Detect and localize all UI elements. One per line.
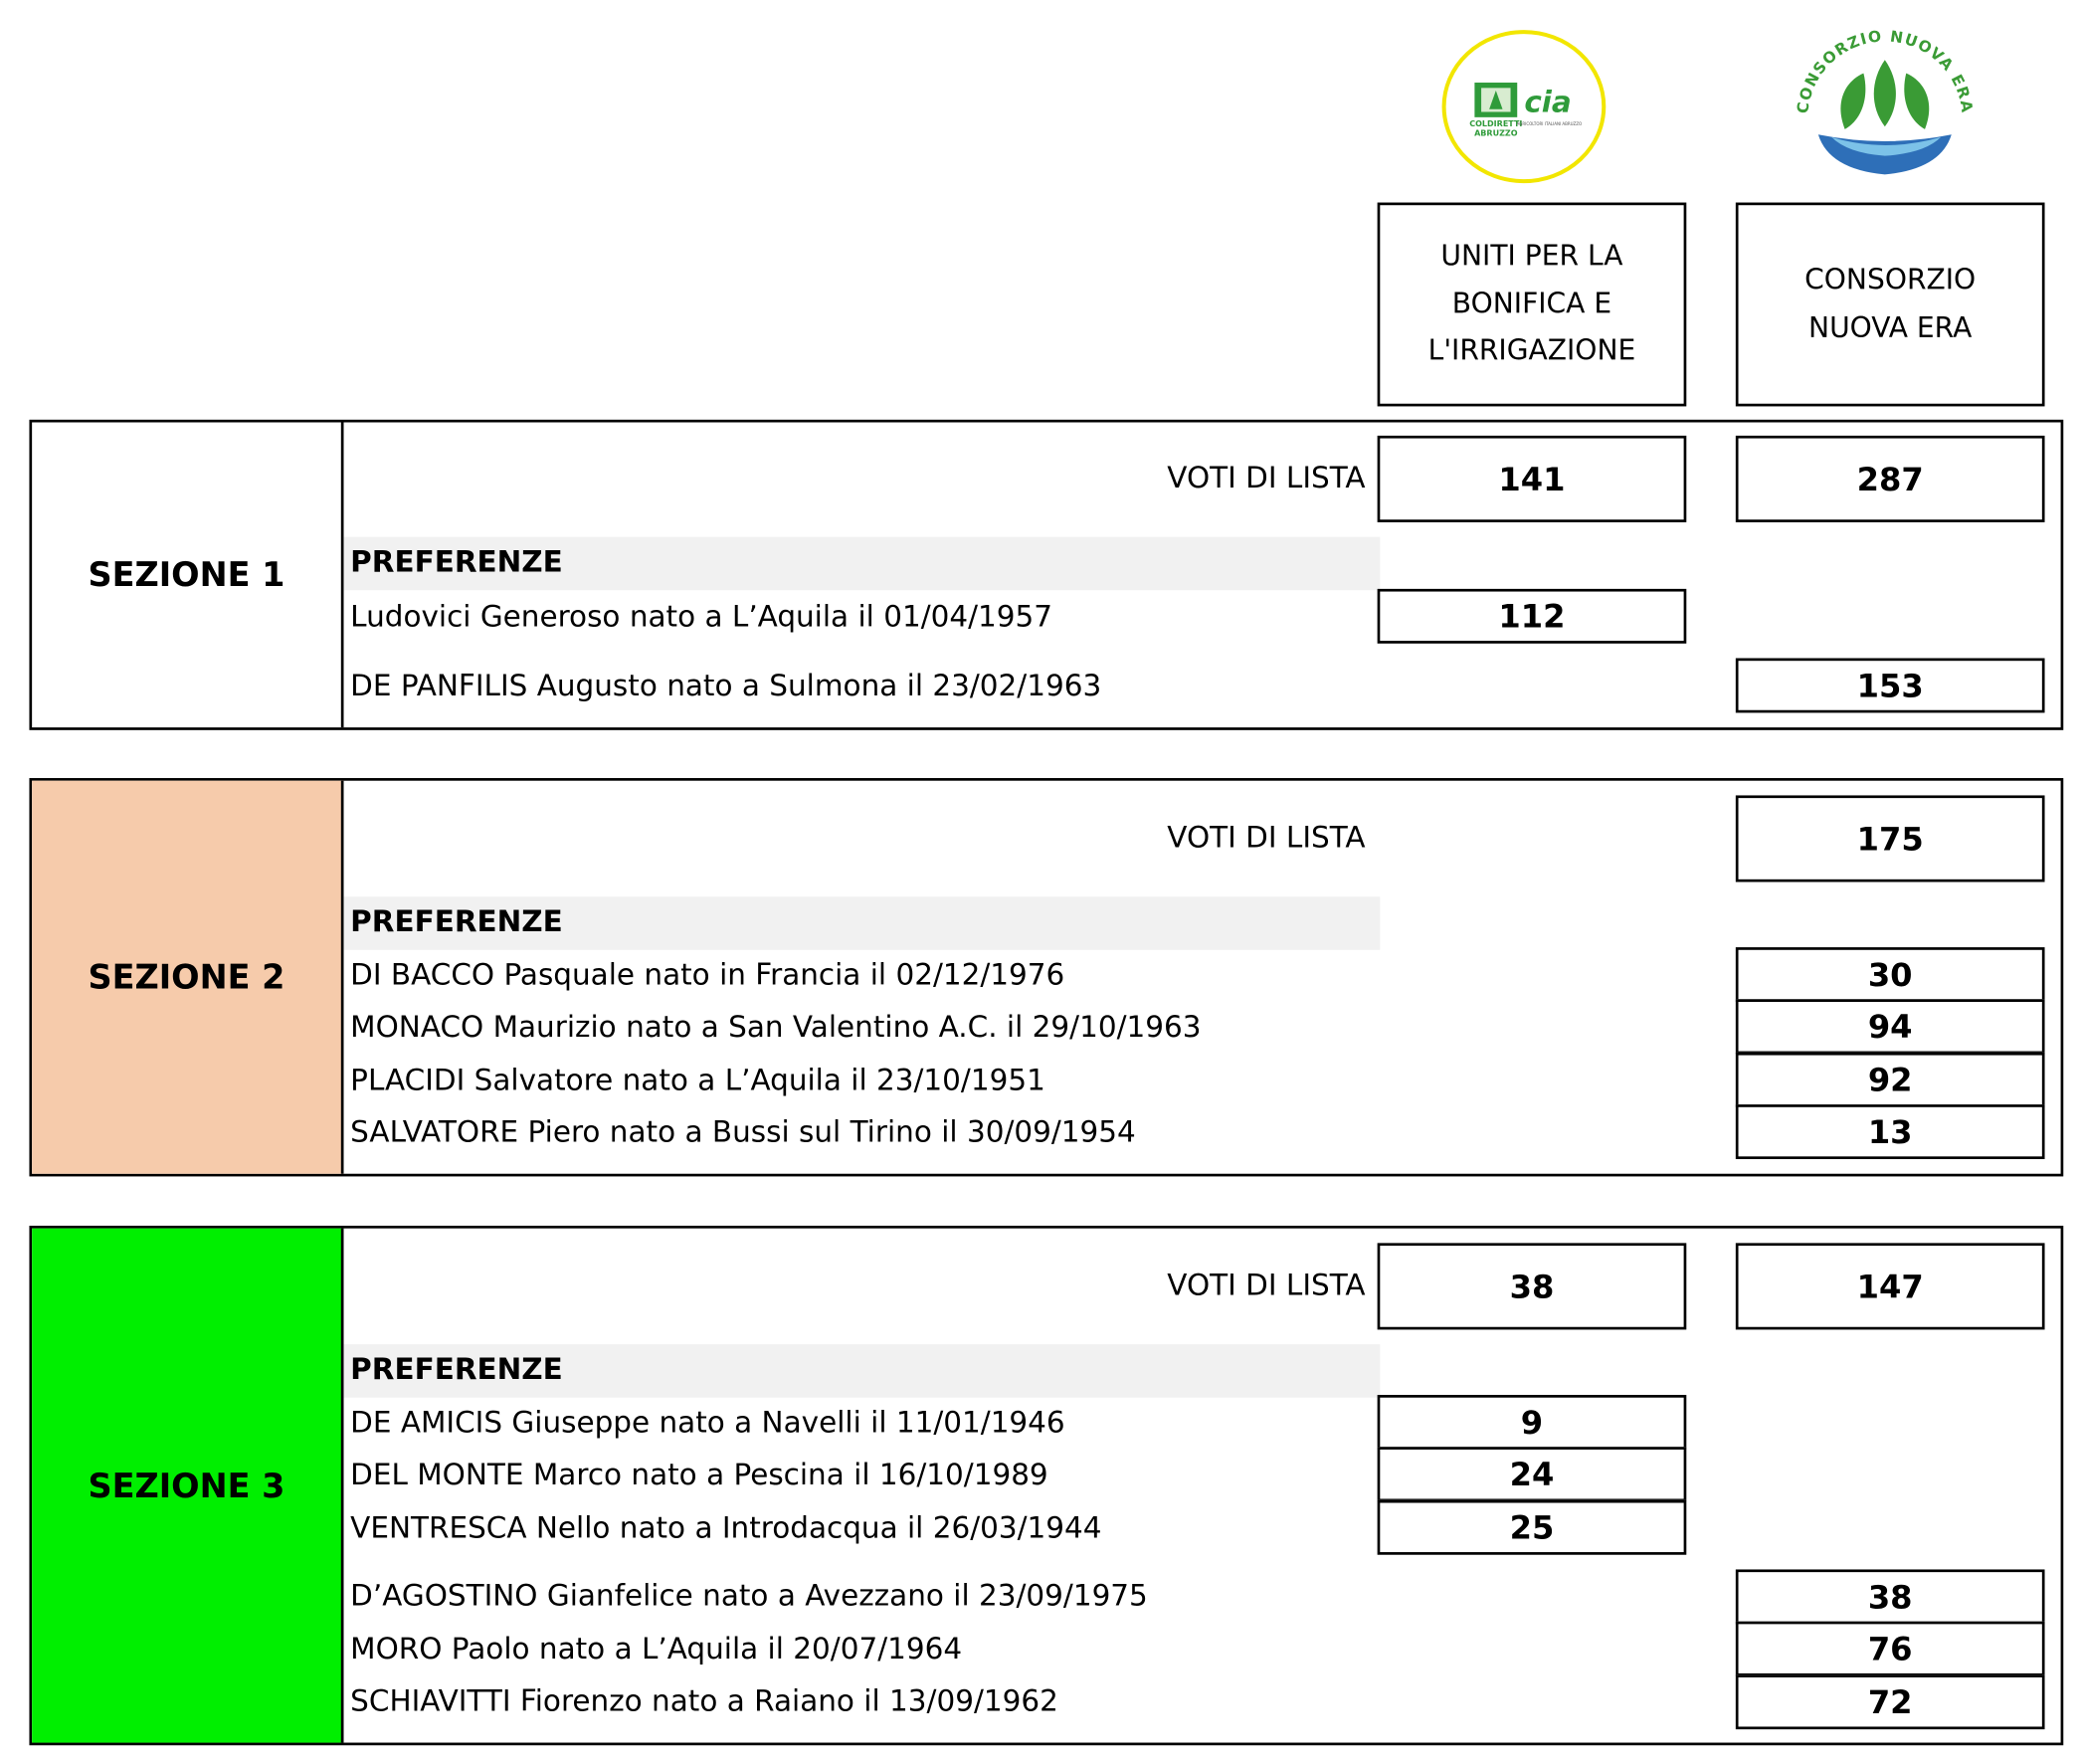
candidate-name: D’AGOSTINO Gianfelice nato a Avezzano il 23/09/1975 xyxy=(350,1580,1148,1614)
column-header-line: BONIFICA E xyxy=(1451,287,1612,319)
candidate-votes-box: 9 xyxy=(1378,1395,1687,1450)
preferenze-label: PREFERENZE xyxy=(343,1344,1380,1398)
candidate-votes-box: 153 xyxy=(1736,659,2045,713)
column-header-line: L'IRRIGAZIONE xyxy=(1427,334,1636,367)
voti-di-lista-label: VOTI DI LISTA xyxy=(1167,462,1366,496)
candidate-name: SALVATORE Piero nato a Bussi sul Tirino il 30/09/1954 xyxy=(350,1116,1136,1150)
candidate-votes-box: 24 xyxy=(1378,1447,1687,1501)
candidate-name: DE PANFILIS Augusto nato a Sulmona il 23/02/1963 xyxy=(350,670,1102,704)
candidate-votes-box: 112 xyxy=(1378,589,1687,644)
section-1-label: SEZIONE 1 xyxy=(32,422,343,727)
preferenze-label: PREFERENZE xyxy=(343,896,1380,950)
candidate-name: DEL MONTE Marco nato a Pescina il 16/10/1989 xyxy=(350,1459,1048,1492)
column-header-line: NUOVA ERA xyxy=(1808,310,1973,343)
candidate-name: PLACIDI Salvatore nato a L’Aquila il 23/10/1951 xyxy=(350,1064,1045,1098)
candidate-name: DE AMICIS Giuseppe nato a Navelli il 11/01/1946 xyxy=(350,1407,1065,1441)
candidate-votes-box: 94 xyxy=(1736,999,2045,1054)
cia-wordmark: cia xyxy=(1524,85,1572,119)
column-header-line: UNITI PER LA xyxy=(1440,239,1623,273)
column-header-uniti xyxy=(1378,203,1687,407)
candidate-votes-box: 30 xyxy=(1736,947,2045,1002)
cia-subtitle: AGRICOLTORI ITALIANI ABRUZZO xyxy=(1516,120,1583,126)
candidate-votes-box: 13 xyxy=(1736,1104,2045,1159)
voti-nuova-era-box: 147 xyxy=(1736,1243,2045,1329)
coldiretti-cia-logo xyxy=(1441,29,1607,183)
section-2-label: SEZIONE 2 xyxy=(32,781,343,1174)
nuova-era-arc-text: CONSORZIO NUOVA ERA xyxy=(1794,27,1977,115)
column-header-line: CONSORZIO xyxy=(1804,263,1977,296)
section-3-label: SEZIONE 3 xyxy=(32,1229,343,1743)
voti-nuova-era-box: 175 xyxy=(1736,795,2045,882)
candidate-name: SCHIAVITTI Fiorenzo nato a Raiano il 13/09/1962 xyxy=(350,1684,1058,1719)
voti-nuova-era-box: 287 xyxy=(1736,436,2045,522)
voti-di-lista-label: VOTI DI LISTA xyxy=(1167,1270,1366,1303)
candidate-name: DI BACCO Pasquale nato in Francia il 02/12/1976 xyxy=(350,959,1065,993)
candidate-votes-box: 72 xyxy=(1736,1674,2045,1729)
preferenze-label: PREFERENZE xyxy=(343,537,1380,591)
candidate-votes-box: 76 xyxy=(1736,1622,2045,1676)
candidate-votes-box: 25 xyxy=(1378,1500,1687,1555)
candidate-name: VENTRESCA Nello nato a Introdacqua il 26/03/1944 xyxy=(350,1511,1102,1546)
voti-di-lista-label: VOTI DI LISTA xyxy=(1167,822,1366,856)
voti-uniti-box: 141 xyxy=(1378,436,1687,522)
coldiretti-line1: COLDIRETTI xyxy=(1469,119,1523,129)
coldiretti-line2: ABRUZZO xyxy=(1474,128,1518,138)
voti-uniti-box: 38 xyxy=(1378,1243,1687,1329)
candidate-name: MONACO Maurizio nato a San Valentino A.C. il 29/10/1963 xyxy=(350,1011,1202,1045)
candidate-votes-box: 92 xyxy=(1736,1053,2045,1107)
column-header-nuova-era xyxy=(1736,203,2045,407)
candidate-name: Ludovici Generoso nato a L’Aquila il 01/04/1957 xyxy=(350,600,1053,635)
candidate-votes-box: 38 xyxy=(1736,1569,2045,1624)
consorzio-nuova-era-logo xyxy=(1792,27,1978,182)
candidate-name: MORO Paolo nato a L’Aquila il 20/07/1964 xyxy=(350,1633,963,1667)
